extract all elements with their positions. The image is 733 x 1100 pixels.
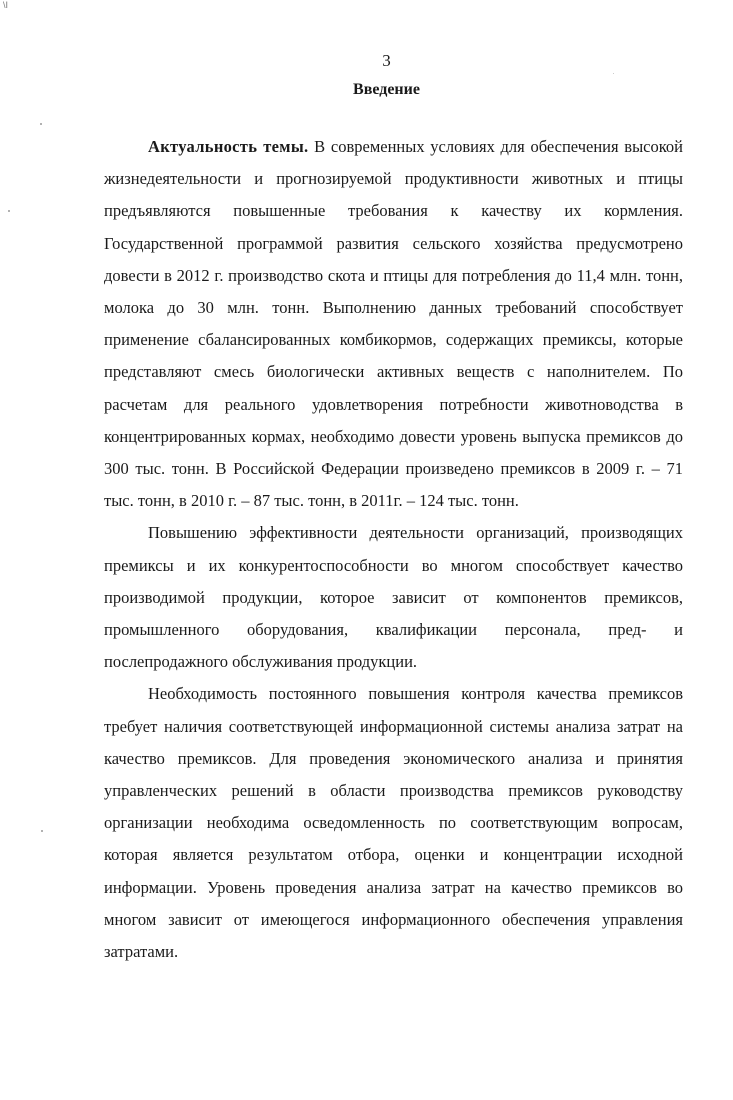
paragraph-3: Необходимость постоянного повышения контроля качества премиксов требует наличия соответствующей информационной системы анализа затрат на качество премиксов. Для проведения экономического анализа и принятия управленческих решений в области производства премиксов руководству организации необходима осведомленность по соответствующим вопросам, которая является результатом отбора, оценки и концентрации исходной информации. Уровень проведения анализа затрат на качество премиксов во многом зависит от имеющегося информационного обеспечения управления затратами. <box>104 684 683 962</box>
corner-mark: \I <box>3 0 9 10</box>
body-text <box>104 131 683 968</box>
scan-speck <box>40 123 42 125</box>
paragraph-1-lead: Актуальность темы. <box>148 137 309 156</box>
paragraph-1-text: В современных условиях для обеспечения высокой жизнедеятельности и прогнозируемой продуктивности животных и птицы предъявляются повышенные требования к качеству их кормления. Государственной программой развития сельского хозяйства предусмотрено довести в 2012 г. производство скота и птицы для потребления до 11,4 млн. тонн, молока до 30 млн. тонн. Выполнению данных требований способствует применение сбалансированных комбикормов, содержащих премиксы, которые представляют смесь биологически активных веществ с наполнителем. По расчетам для реального удовлетворения потребности животноводства в концентрированных кормах, необходимо довести уровень выпуска премиксов до 300 тыс. тонн. В Российской Федерации произведено премиксов в 2009 г. – 71 тыс. тонн, в 2010 г. – 87 тыс. тонн, в 2011г. – 124 тыс. тонн. <box>104 137 683 511</box>
scan-speck <box>613 73 614 74</box>
page-number: 3 <box>382 51 391 70</box>
scan-speck <box>8 210 10 212</box>
paragraph-1 <box>104 131 683 517</box>
scan-speck <box>41 830 43 832</box>
section-title: Введение <box>353 81 420 98</box>
paragraph-2: Повышению эффективности деятельности организаций, производящих премиксы и их конкурентоспособности во многом способствует качество производимой продукции, которое зависит от компонентов премиксов, промышленного оборудования, квалификации персонала, пред- и послепродажного обслуживания продукции. <box>104 523 683 672</box>
